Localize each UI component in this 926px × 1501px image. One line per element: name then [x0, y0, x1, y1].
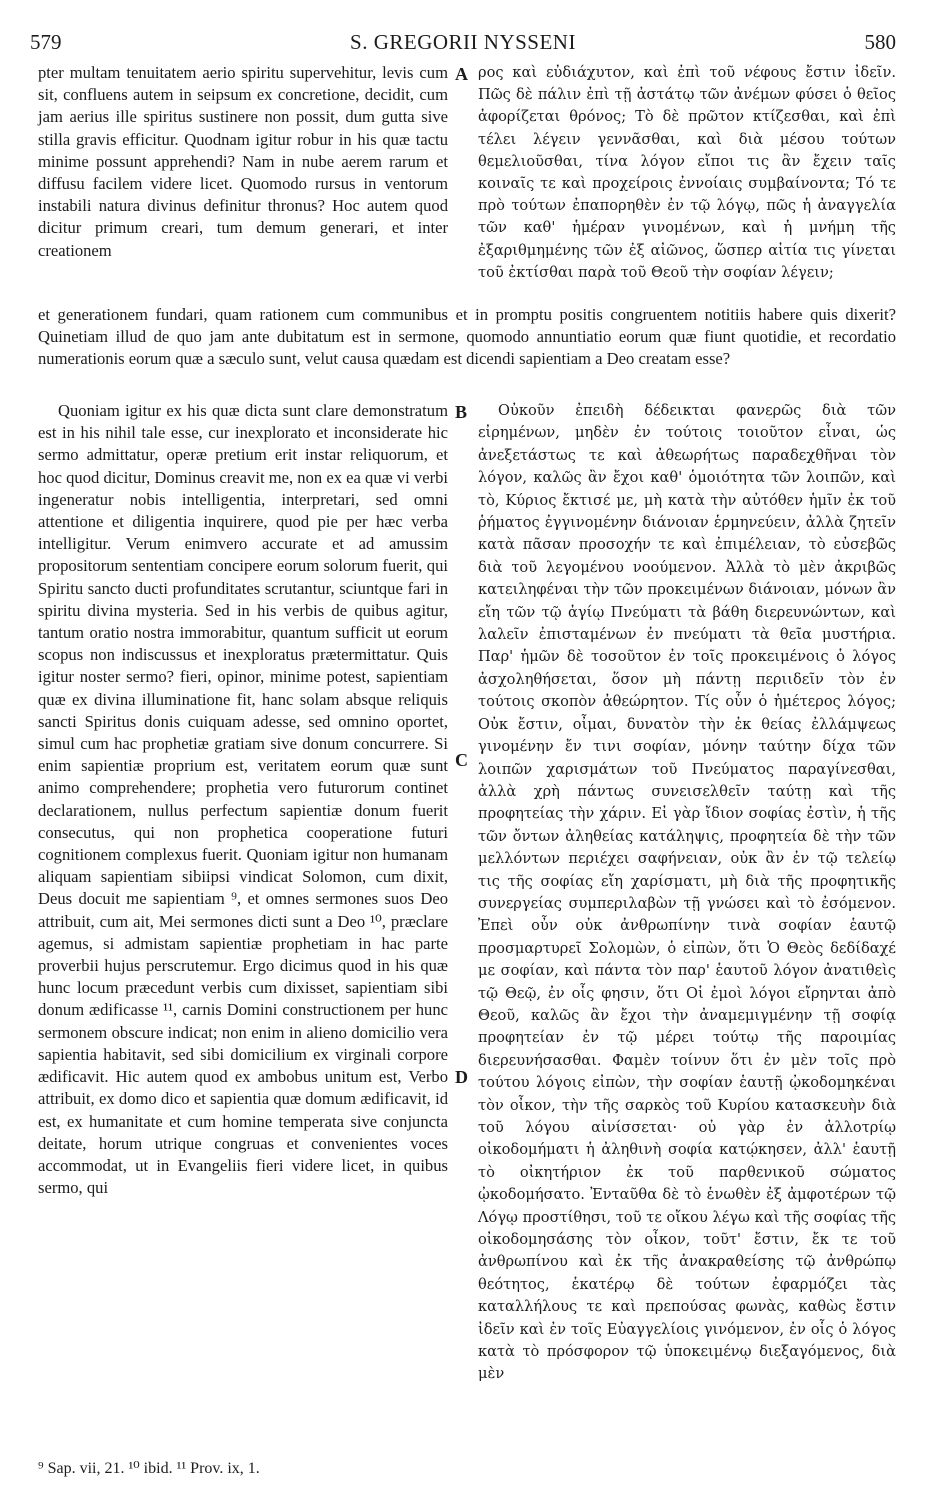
page-number-right: 580 [864, 30, 896, 54]
section-marker-b: B [455, 402, 468, 422]
running-header [30, 30, 896, 56]
footnotes: ⁹ Sap. vii, 21. ¹⁰ ibid. ¹¹ Prov. ix, 1. [38, 1460, 260, 1477]
section-marker-d: D [455, 1067, 468, 1087]
latin-column-bottom [38, 400, 448, 1199]
latin-paragraph-3: Quoniam igitur ex his quæ dicta sunt clare demonstratum est in his nihil tale esse, cur inexplorato et inconsiderate hic sermo admittatur, operæ pretium erit instar reliquorum, et hoc quod dicitur, Dominus creavit me, non ex ea quæ vi verbi ingeneratur nobis intelligentia, interpretari, sed omni attentione et diligentia inquirere, quod pie per hæc verba intelligitur. Verum enimvero accurate et ad amussim propositorum sententiam concipere eorum solorum fuerit, qui Spiritu sancto ducti profunditates scrutantur, sciuntque fari in spiritu divina mysteria. Sed in his verbis de quibus agitur, tantum oratio nostra immorabitur, quantum sufficit ut eorum scopus non indiscussus et inexploratus prætermittatur. Quis igitur noster sermo? fieri, opinor, minime potest, sapientiam quæ ex divina illuminatione fit, hanc solam absque reliquis sancti Spiritus donis cuiquam adesse, sed omnino oportet, simul cum hac prophetiæ gratiam sive donum concurrere. Si enim sapientiæ proprium est, veritatem eorum quæ sunt animo comprehendere; prophetia vero futurorum continet declarationem, nullus perfectum sapientiæ donum fuerit consecutus, qui non prophetica cooperatione futuri cognitionem complexus fuerit. Quoniam igitur non humanam aliquam sapientiam sibiipsi vindicat Solomon, cum dixit, Deus docuit me sapientiam ⁹, et omnes sermones suos Deo attribuit, cum ait, Mei sermones dicti sunt a Deo ¹⁰, præclare agemus, si admistam sapientiæ prophetiam in hac parte proverbii hujus perscrutemur. Ergo dicimus quod in his quæ hunc locum præcedunt verbis cum dixisset, sapientiam sibi donum ædificasse ¹¹, carnis Domini constructionem per hunc sermonem obscure indicat; non enim in alieno domicilio vera sapientia habitavit, sed sibi domicilium ex virginali corpore ædificavit. Hic autem quod ex ambobus unitum est, Verbo attribuit, ex domo dico et sapientia quæ domum ædificavit, id est, ex humanitate et cum homine temperata sive conjuncta deitate, horum utrique congruas et convenientes voces accommodat, ut in Evangeliis fieri videre licet, in quibus sermo, qui [38, 401, 448, 1198]
running-title: S. GREGORII NYSSENI [350, 30, 576, 54]
greek-paragraph-2: Οὐκοῦν ἐπειδὴ δέδεικται φανερῶς διὰ τῶν εἰρημένων, μηδὲν ἐν τούτοις τοιοῦτον εἶναι, ὡς ἀνεξετάστως τε καὶ ἀθεωρήτως παραδεχθῆναι τὸν λόγον, καλῶς ἂν ἔχοι καθ' ὁμοιότητα τῶν λοιπῶν, καὶ τὸ, Κύριος ἔκτισέ με, μὴ κατὰ τὴν αὐτόθεν ἡμῖν ἐκ τοῦ ῥήματος ἐγγινομένην διάνοιαν ἑρμηνεύειν, ἀλλὰ ζητεῖν κατὰ πᾶσαν προσοχήν τε καὶ ἐπιμέλειαν, τὸ εὐσεβῶς διὰ τοῦ λεγομένου νοούμενον. Ἀλλὰ τὸ μὲν ἀκριβῶς κατειληφέναι τὴν τῶν προκειμένων διάνοιαν, μόνων ἂν εἴη τῶν τῷ ἁγίῳ Πνεύματι τὰ βάθη διερευνώντων, καὶ λαλεῖν ἐπισταμένων ἐν πνεύματι τὰ θεῖα μυστήρια. Παρ' ἡμῶν δὲ τοσοῦτον ἐν τοῖς προκειμένοις ὁ λόγος ἀσχοληθήσεται, ὅσον μὴ πάντῃ περιιδεῖν τὸν ἐν τούτοις σκοπὸν ἀθεώρητον. Τίς οὖν ὁ ἡμέτερος λόγος; Οὐκ ἔστιν, οἶμαι, δυνατὸν τὴν ἐκ θείας ἐλλάμψεως γινομένην ἔν τινι σοφίαν, μόνην ταύτην δίχα τῶν λοιπῶν χαρισμάτων τοῦ Πνεύματος παραγίνεσθαι, ἀλλὰ χρὴ πάντως συνεισελθεῖν ταύτῃ καὶ τῆς προφητείας τὴν χάριν. Εἰ γὰρ ἴδιον σοφίας ἐστὶν, ἡ τῆς τῶν ὄντων ἀληθείας κατάληψις, προφητεία δὲ τὴν τῶν μελλόντων περιέχει σαφήνειαν, οὐκ ἂν ἐν τῷ τελείῳ τις τῆς σοφίας εἴη χαρίσματι, μὴ διὰ τῆς προφητικῆς συνεργείας συμπεριλαβὼν τῇ γνώσει καὶ τὸ ἐσόμενον. Ἐπεὶ οὖν οὐκ ἀνθρωπίνην τινὰ σοφίαν ἑαυτῷ προσμαρτυρεῖ Σολομὼν, ὁ εἰπὼν, ὅτι Ὁ Θεὸς δεδίδαχέ με σοφίαν, καὶ πάντα τὸν παρ' ἑαυτοῦ λόγον ἀνατιθεὶς τῷ Θεῷ, ἐν οἷς φησιν, ὅτι Οἱ ἐμοὶ λόγοι εἴρηνται ἀπὸ Θεοῦ, καλῶς ἂν ἔχοι τὴν ἀναμεμιγμένην τῇ σοφίᾳ προφητείαν ἐν τῷ μέρει τούτῳ τῆς παροιμίας διερευνήσασθαι. Φαμὲν τοίνυν ὅτι ἐν μὲν τοῖς πρὸ τούτου λόγοις εἰπὼν, τὴν σοφίαν ἑαυτῇ ᾠκοδομηκέναι τὸν οἶκον, τὴν τῆς σαρκὸς τοῦ Κυρίου κατασκευὴν διὰ τοῦ λόγου αἰνίσσεται· οὐ γὰρ ἐν ἀλλοτρίῳ οἰκοδομήματι ἡ ἀληθινὴ σοφία κατῴκησεν, ἀλλ' ἑαυτῇ τὸ οἰκητήριον ἐκ τοῦ παρθενικοῦ σώματος ᾠκοδομήσατο. Ἐνταῦθα δὲ τὸ ἑνωθὲν ἐξ ἀμφοτέρων τῷ Λόγῳ προστίθησι, τοῦ τε οἴκου λέγω καὶ τῆς σοφίας τῆς οἰκοδομησάσης τὸν οἶκον, τοῦτ' ἔστιν, ἔκ τε τοῦ ἀνθρωπίνου καὶ ἐκ τῆς ἀνακραθείσης τῷ ἀνθρώπῳ θεότητος, ἑκατέρῳ δὲ τούτων ἐφαρμόζει τὰς καταλλήλους τε καὶ πρεπούσας φωνὰς, καθὼς ἔστιν ἰδεῖν καὶ ἐν τοῖς Εὐαγγελίοις γινόμενον, ἐν οἷς ὁ λόγος κατὰ τὸ πρόσφορον τῷ ὑποκειμένῳ διεξαγόμενος, διὰ μὲν [478, 402, 896, 1383]
section-marker-a: A [455, 64, 468, 84]
greek-paragraph-1: ρος καὶ εὐδιάχυτον, καὶ ἐπὶ τοῦ νέφους ἔστιν ἰδεῖν. Πῶς δὲ πάλιν ἐπὶ τῇ ἀστάτῳ τῶν ἀνέμων φύσει ὁ θεῖος ἀφορίζεται θρόνος; Τὸ δὲ πρῶτον κτίζεσθαι, καὶ ἐπὶ τέλει λέγειν γεννᾶσθαι, καὶ διὰ μέσου τούτων θεμελιοῦσθαι, τίνα λόγον εἴποι τις ἂν ἔχειν ταῖς κοιναῖς τε καὶ προχείροις ἐννοίαις συμβαίνοντα; Τό τε πρὸ τούτων ἐπαπορηθὲν ἐν τῷ λόγῳ, πῶς ἡ ἀναγγελία τῶν καθ' ἡμέραν γινομένων, καὶ ἡ μνήμη τῆς ἐξαριθμημένης τῶν ἐξ αἰῶνος, ὥσπερ αἰτία τις γίνεται τοῦ ἐκτίσθαι παρὰ τοῦ Θεοῦ τὴν σοφίαν λέγειν; [478, 64, 896, 281]
latin-column-top [38, 62, 448, 262]
greek-column-bottom [478, 400, 896, 1386]
page-number-left: 579 [30, 30, 62, 54]
latin-paragraph-1: pter multam tenuitatem aerio spiritu supervehitur, levis cum sit, confluens autem in seipsum ex concretione, decidit, cum jam aerius ille spiritus sustinere non possit, dum gutta sive stilla gravis efficitur. Quodnam igitur robur in his quæ tactu minime possunt apprehendi? Nam in nube aerem rarum et diffusu facilem videre licet. Quomodo rursus in ventorum instabili natura divinus definitur thronus? Hoc autem quod dicitur primum creari, tum demum generari, et inter creationem [38, 63, 448, 260]
section-marker-c: C [455, 750, 468, 770]
greek-column-top [478, 62, 896, 284]
latin-paragraph-2: et generationem fundari, quam rationem cum communibus et in promptu positis congruentem notitiis habere quis dixerit? Quinetiam illud de quo jam ante dubitatum est in sermone, quomodo annuntiatio eorum quæ fiunt quotidie, et recordatio numerationis eorum quæ a sæculo sunt, velut causa quædam est dicendi sapientiam a Deo creatam esse? [38, 305, 896, 369]
full-width-latin [38, 304, 896, 371]
